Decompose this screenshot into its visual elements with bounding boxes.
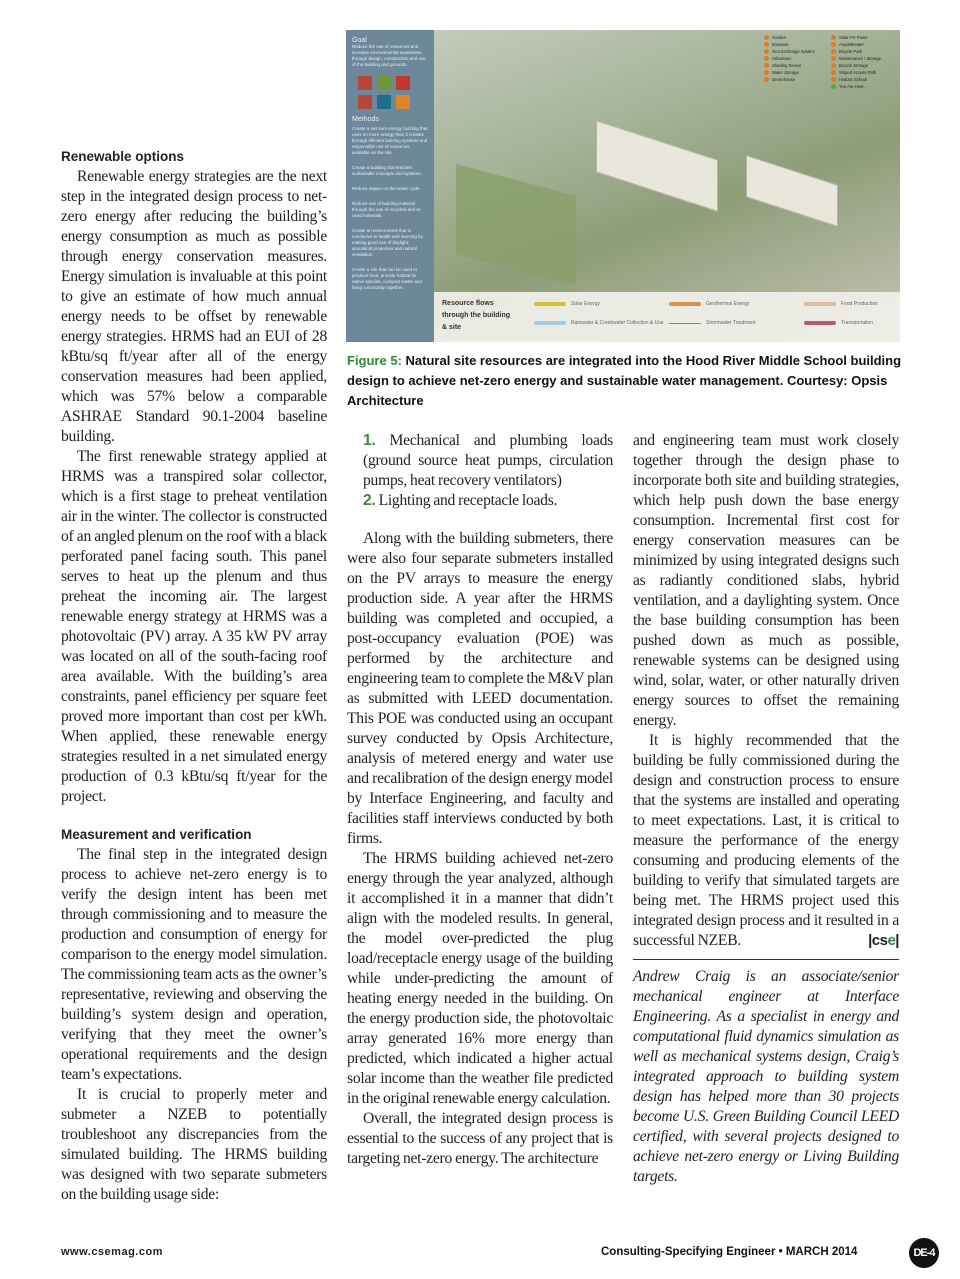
solar-flow-arrow: [534, 302, 566, 306]
author-bio: Andrew Craig is an associate/senior mechanical engineer at Interface Engineering. As a specialist in energy and computational fluid dynamics simulation as well as mechanical systems design, Craig’s integrated approach to building system design has helped more than 30 projects become U.S. Green Building Council LEED certified, with several projects designed to achieve net-zero energy or Living Building targets.: [633, 968, 899, 1185]
goal-icons: [358, 76, 422, 109]
legend-item: Greenhouse: [764, 76, 827, 83]
method-item: Create a building that teaches sustainable concepts and systems.: [352, 165, 422, 176]
paragraph: The final step in the integrated design process to achieve net-zero energy is to verify the design intent has been met through commissioning and to measure the production and consumption of energy for comparison to the energy model simulation. The commissioning team acts as the owner’s representative, reviewing and observing the building’s system design and operation, verifying that they meet the owner’s operational requirements and the design team’s expectations.: [61, 846, 327, 1083]
goal-text: Reduce the use of resources and increase environmental awareness through design, construction and use of the building and grounds.: [352, 44, 426, 67]
sun-icon: [396, 95, 410, 109]
caption-text: Natural site resources are integrated into the Hood River Middle School building design to achieve net-zero energy and sustainable water management. Courtesy: Opsis Architecture: [347, 353, 902, 408]
cse-logo: |cse|: [868, 932, 899, 949]
divider: [633, 959, 899, 960]
daylight-icon: [377, 95, 391, 109]
paragraph: Renewable energy strategies are the next step in the integrated design process to net-zero energy after reducing the building’s energy consumption as much as possible through energy conservation measures. Energy simulation is invaluable at this point to give an estimate of how much annual energy needs to be offset by renewable energy strategies. HRMS had an EUI of 28 kBtu/sq ft/year after all of the energy conservation measures had been applied, which was 57% below a comparable ASHRAE Standard 90.1-2004 baseline building.: [61, 168, 327, 445]
legend-item: Bicycle Storage: [831, 62, 894, 69]
column-left: [61, 147, 327, 1205]
legend-item: Bicycle Path: [831, 48, 894, 55]
paragraph: The first renewable strategy applied at HRMS was a transpired solar collector, which is a first stage to preheat ventilation air in the winter. The collector is constructed of an angled plenum on the roof with a black perforated panel facing south. This panel serves to heat up the plenum and thus preheat the incoming air. The largest renewable energy strategy at HRMS was a photovoltaic (PV) array. A 35 kW PV array was located on all of the south-facing roof area available. With the building’s area constraints, panel efficiency per square feet proved more important than cost per kWh. When applied, these renewable energy strategies resulted in a net simulated energy production of 0.3 kBtu/sq ft/year for the project.: [61, 448, 327, 805]
paragraph: It is highly recommended that the building be fully commissioned during the design and construction process to ensure that the systems are installed and operating to meet expectations. Last, it is critical to measure the performance of the energy consuming and producing elements of the building to verify that simulated targets are being met. The HRMS project used this integrated design process and it resulted in a successful NZEB.: [633, 732, 899, 949]
page-number-badge: DE-4: [909, 1238, 939, 1268]
legend-item: Historic School: [831, 76, 894, 83]
flow-label: Food Production: [841, 301, 878, 307]
resource-flows-legend: [434, 292, 900, 342]
school-building: [596, 120, 718, 212]
legend-item: Bioswale: [764, 41, 827, 48]
flow-label: Solar Energy: [571, 301, 600, 307]
footer-url[interactable]: www.csemag.com: [61, 1246, 163, 1258]
flow-label: Geothermal Energy: [706, 301, 750, 307]
transportation-flow-arrow: [804, 321, 836, 325]
method-item: Create an environment that is conducive to health and learning by making good use of daylight, acoustical properties and natural ventilation.: [352, 228, 423, 257]
column-middle: [347, 431, 613, 1169]
water-icon: [396, 76, 410, 90]
map-legend: [764, 34, 894, 90]
legend-item: Sloped Access Path: [831, 69, 894, 76]
geothermal-flow-arrow: [669, 302, 701, 306]
submeter-list: [347, 431, 613, 511]
paragraph: The HRMS building achieved net-zero energy through the year analyzed, although it accomplished it in a manner that didn’t align with the modeled results. In general, the model over-predicted the plug load/receptacle energy usage of the building while under-predicting the amount of heating energy needed in the building. On the energy production side, the photovoltaic array generated 16% more energy than predicted, which indicated a higher actual solar income than the weather file predicted in the original renewable energy calculation.: [347, 850, 613, 1107]
list-item: [347, 491, 613, 511]
rainwater-flow-arrow: [534, 321, 566, 325]
legend-item: Solar PV Panel: [831, 34, 894, 41]
section-heading: Measurement and verification: [61, 827, 252, 842]
footer-publication: Consulting-Specifying Engineer • MARCH 2014: [601, 1246, 858, 1258]
section-heading: Renewable options: [61, 149, 185, 164]
methods-title: Methods: [352, 116, 379, 123]
list-text: Lighting and receptacle loads.: [378, 492, 558, 509]
site-diagram-figure: [346, 30, 900, 342]
stormwater-flow-arrow: [669, 323, 701, 324]
column-right: [633, 431, 899, 1187]
legend-item: Maintenance / Storage: [831, 55, 894, 62]
paragraph: It is crucial to properly meter and submeter a NZEB to potentially troubleshoot any discrepancies from the simulated building. The HRMS building was designed with two separate submeters on the building usage side:: [61, 1086, 327, 1203]
flows-title: Resource flows through the building & site: [442, 300, 511, 331]
legend-item: Amphitheater: [831, 41, 894, 48]
historic-school: [746, 155, 838, 227]
list-text: Mechanical and plumbing loads (ground source heat pumps, circulation pumps, heat recovery ventilators): [363, 432, 613, 489]
flow-label: Stormwater Treatment: [706, 320, 756, 326]
legend-item-you-are-here: You Are Here: [831, 83, 894, 90]
method-item: Create a net-zero energy building that uses no more energy than it creates through efficient building systems and responsible use of resources available on the site.: [352, 126, 428, 155]
legend-item: Water Storage: [764, 69, 827, 76]
method-item: Reduce impact on the water cycle.: [352, 186, 421, 191]
list-number: 2.: [363, 492, 376, 509]
flow-label: Transportation: [841, 320, 874, 326]
paragraph: and engineering team must work closely together through the design phase to incorporate both site and building strategies, which help push down the base energy consumption. Incremental first cost for energy conservation measures can be minimized by using integrated designs such as radiantly conditioned slabs, hybrid ventilation, and a daylighting system. Once the base building consumption has been pushed down as much as possible, renewable systems can be designed using wind, solar, water, or other naturally driven energy sources to offset the remaining energy.: [633, 432, 899, 729]
garden-area: [456, 164, 576, 286]
legend-item: Arboretum: [764, 55, 827, 62]
caption-label: Figure 5:: [347, 353, 402, 368]
paragraph: Along with the building submeters, there were also four separate submeters installed on the PV arrays to measure the energy production side. A year after the HRMS building was completed and occupied, a post-occupancy evaluation (POE) was performed by the architecture and engineering team to complete the M&V plan as submitted with LEED documentation. This POE was conducted using an occupant survey conducted by Opsis Architecture, analysis of metered energy and water use and recalibration of the design energy model by Interface Engineering, and faculty and facilities staff interviews conducted by both firms.: [347, 530, 613, 847]
list-item: [347, 431, 613, 491]
method-item: Reduce use of building material through the use of recycled and re-used materials.: [352, 201, 422, 218]
legend-item: Garden: [764, 34, 827, 41]
legend-item: Geo Exchange System: [764, 48, 827, 55]
food-flow-arrow: [804, 302, 836, 306]
list-number: 1.: [363, 432, 376, 449]
leaf-icon: [377, 76, 391, 90]
materials-icon: [358, 95, 372, 109]
legend-item: Shading Device: [764, 62, 827, 69]
paragraph: Overall, the integrated design process is essential to the success of any project that is targeting net-zero energy. The architecture: [347, 1110, 613, 1167]
building-icon: [358, 76, 372, 90]
goal-methods-panel: [346, 30, 434, 342]
figure-caption: [347, 351, 907, 411]
method-item: Create a site that can be used to produce food, provide habitat for native species, compost waste and bring community together.: [352, 267, 422, 290]
flow-label: Rainwater & Creekwater Collection & Use: [571, 320, 664, 326]
goal-title: Goal: [352, 37, 367, 44]
